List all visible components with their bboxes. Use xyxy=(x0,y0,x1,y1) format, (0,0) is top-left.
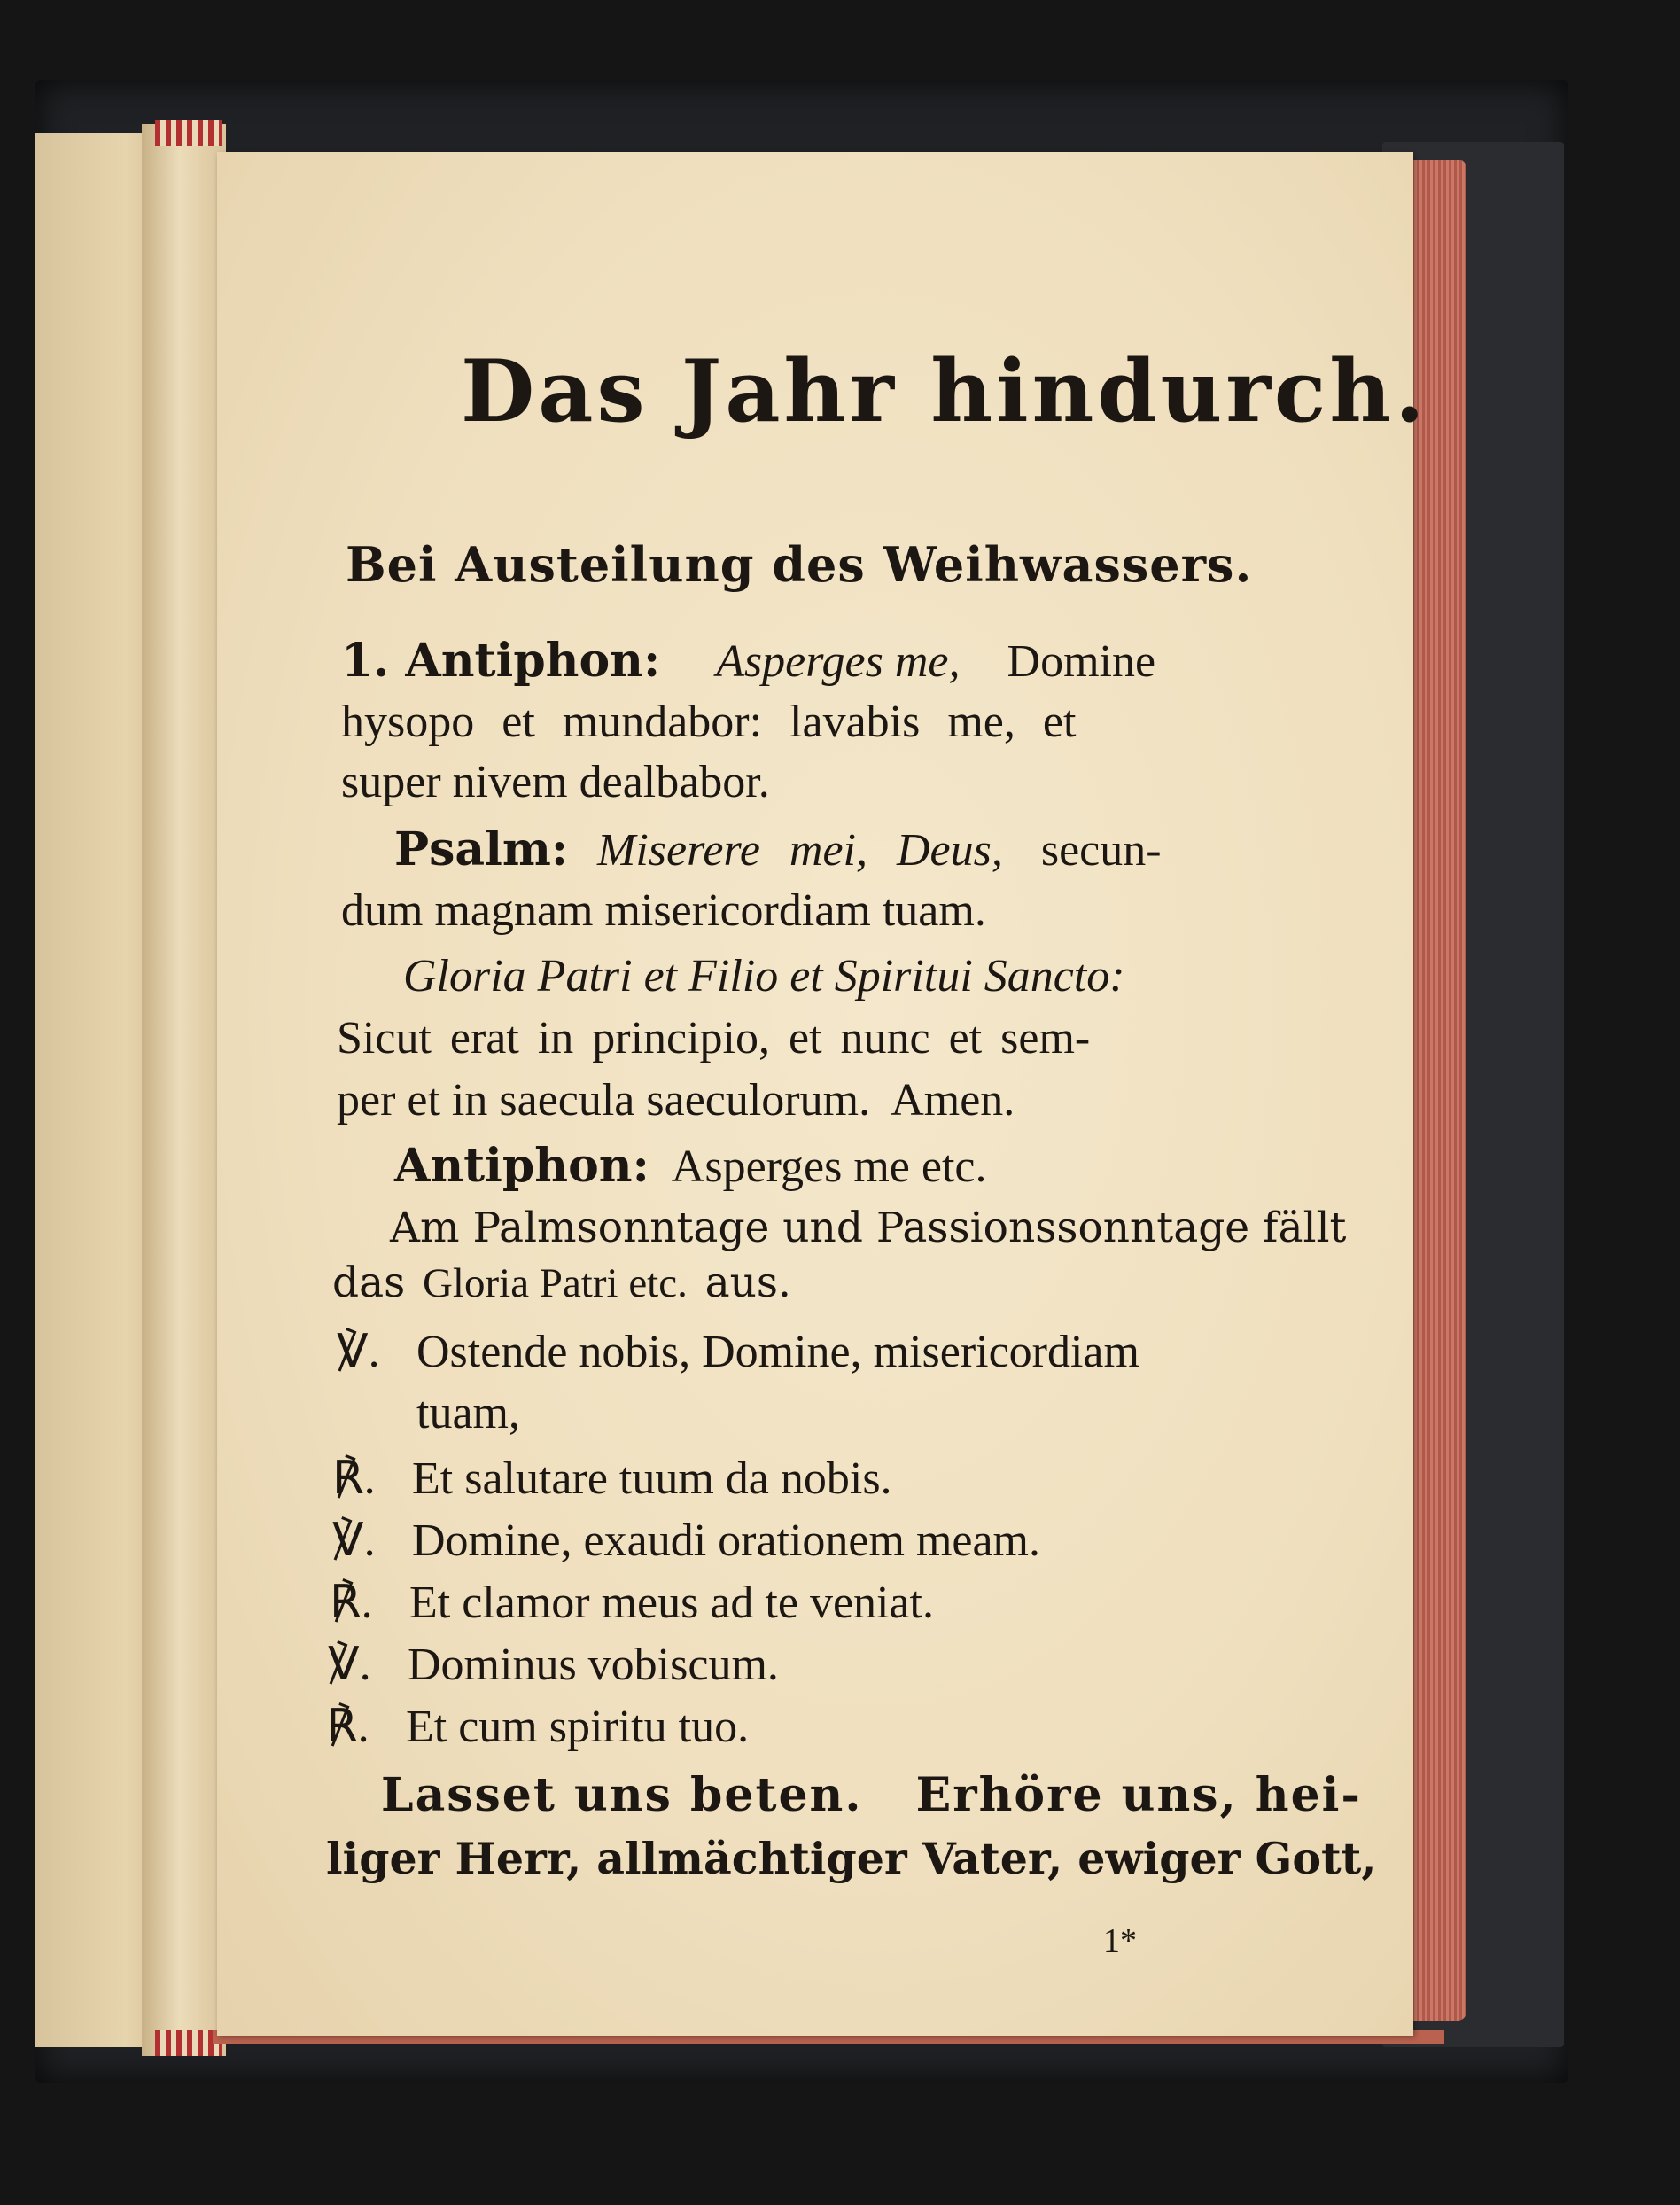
page-number: 1* xyxy=(1103,1922,1137,1960)
rubric-note-line-2 xyxy=(332,1258,791,1307)
book-gutter xyxy=(142,124,226,2056)
antiphon-label: 1. Antiphon: xyxy=(341,634,661,688)
closing-line-2: liger Herr, allmächtiger Vater, ewiger Gott, xyxy=(326,1833,1377,1884)
versicle-line xyxy=(328,1638,779,1691)
response-text: Et salutare tuum da nobis. xyxy=(412,1453,892,1504)
versicle-text: Ostende nobis, Domine, misericordiam xyxy=(416,1327,1139,1377)
versicle-mark: ℣. xyxy=(332,1515,376,1566)
closing-phrase: Erhöre uns, hei- xyxy=(915,1768,1363,1822)
versicle-text: Domine, exaudi orationem meam. xyxy=(412,1515,1041,1566)
versicle-text: Dominus vobiscum. xyxy=(408,1640,779,1690)
rubric-word: aus. xyxy=(704,1258,791,1307)
response-mark: ℟. xyxy=(330,1578,373,1628)
page-title: Das Jahr hindurch. xyxy=(461,341,1428,441)
versicle-mark: ℣. xyxy=(337,1327,380,1377)
rubric-note-line: Am Palmsonntage und Passionssonntage fällt xyxy=(390,1204,1347,1252)
headband-bottom xyxy=(155,2030,222,2056)
versicle-line xyxy=(337,1387,520,1439)
text-line: hysopo et mundabor: lavabis me, et xyxy=(341,697,1077,747)
response-line xyxy=(332,1452,892,1505)
section-heading: Bei Austeilung des Weihwassers. xyxy=(346,536,1253,593)
antiphon-italic: Asperges me, xyxy=(716,636,961,687)
versicle-line xyxy=(332,1514,1040,1567)
response-text: Et clamor meus ad te veniat. xyxy=(409,1578,935,1628)
psalm-line-1 xyxy=(394,822,1162,877)
response-line xyxy=(326,1700,749,1753)
response-text: Et cum spiritu tuo. xyxy=(406,1702,750,1752)
text-line: per et in saecula saeculorum. Amen. xyxy=(337,1075,1015,1126)
text-line: super nivem dealbabor. xyxy=(341,757,770,807)
versicle-line xyxy=(337,1325,1139,1378)
versicle-mark: ℣. xyxy=(328,1640,371,1690)
psalm-italic: Miserere mei, Deus, xyxy=(597,825,1003,876)
psalm-rest: secun- xyxy=(1040,825,1162,876)
closing-line-1 xyxy=(381,1768,1362,1822)
antiphon-label: Antiphon: xyxy=(394,1139,649,1193)
closing-phrase: Lasset uns beten. xyxy=(381,1768,863,1822)
response-mark: ℟. xyxy=(326,1702,369,1752)
rubric-latin: Gloria Patri etc. xyxy=(422,1260,688,1306)
antiphon-rest: Domine xyxy=(1007,636,1156,687)
response-line xyxy=(330,1576,934,1629)
gloria-line: Gloria Patri et Filio et Spiritui Sancto: xyxy=(403,951,1125,1001)
antiphon-line-1 xyxy=(341,634,1155,688)
antiphon-repeat-line xyxy=(394,1139,986,1193)
response-mark: ℟. xyxy=(332,1453,376,1504)
versicle-text: tuam, xyxy=(416,1388,520,1438)
text-line: Sicut erat in principio, et nunc et sem- xyxy=(337,1013,1091,1064)
text-line: dum magnam misericordiam tuam. xyxy=(341,885,986,936)
rubric-word: das xyxy=(332,1258,406,1307)
psalm-label: Psalm: xyxy=(394,822,569,877)
antiphon-repeat-text: Asperges me etc. xyxy=(671,1141,987,1192)
headband-top xyxy=(155,120,222,146)
